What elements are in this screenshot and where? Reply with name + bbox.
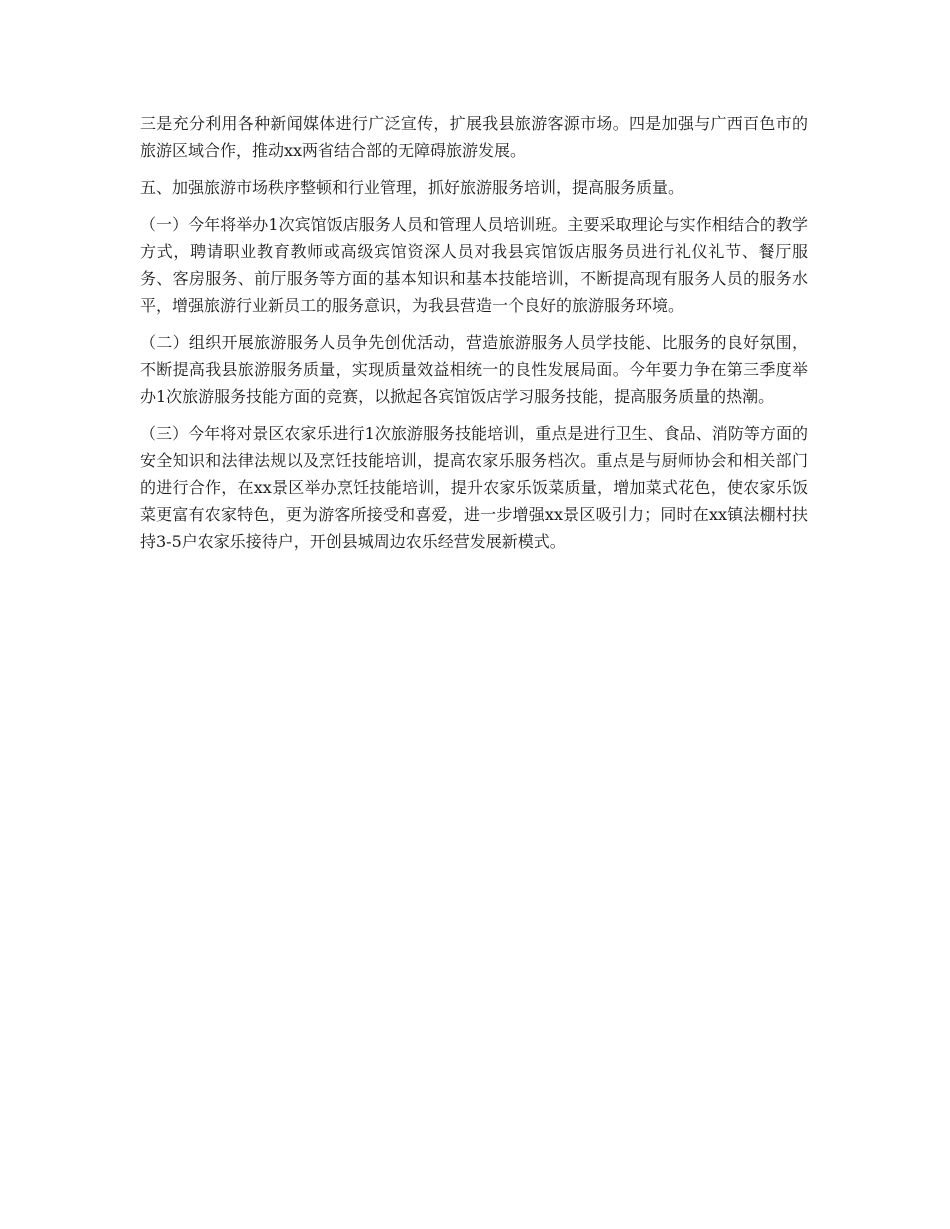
paragraph-item-3: （三）今年将对景区农家乐进行1次旅游服务技能培训，重点是进行卫生、食品、消防等方面的安全知识和法律法规以及烹饪技能培训，提高农家乐服务档次。重点是与厨师协会和相关部门的进行合作，在xx景区举办烹饪技能培训，提升农家乐饭菜质量，增加菜式花色，使农家乐饭菜更富有农家特色，更为游客所接受和喜爱，进一步增强xx景区吸引力；同时在xx镇法棚村扶持3-5户农家乐接待户，开创县城周边农乐经营发展新模式。 — [140, 424, 808, 551]
paragraph-item-1: （一）今年将举办1次宾馆饭店服务人员和管理人员培训班。主要采取理论与实作相结合的教学方式，聘请职业教育教师或高级宾馆资深人员对我县宾馆饭店服务员进行礼仪礼节、餐厅服务、客房服务、前厅服务等方面的基本知识和基本技能培训，不断提高现有服务人员的服务水平，增强旅游行业新员工的服务意识，为我县营造一个良好的旅游服务环境。 — [140, 215, 808, 315]
paragraph-item-2: （二）组织开展旅游服务人员争先创优活动，营造旅游服务人员学技能、比服务的良好氛围，不断提高我县旅游服务质量，实现质量效益相统一的良性发展局面。今年要力争在第三季度举办1次旅游服务技能方面的竞赛，以掀起各宾馆饭店学习服务技能，提高服务质量的热潮。 — [140, 333, 808, 406]
section-heading-five: 五、加强旅游市场秩序整顿和行业管理，抓好旅游服务培训，提高服务质量。 — [140, 178, 685, 197]
paragraph-promotion: 三是充分利用各种新闻媒体进行广泛宣传，扩展我县旅游客源市场。四是加强与广西百色市的旅游区域合作，推动xx两省结合部的无障碍旅游发展。 — [140, 114, 808, 160]
document-body — [140, 110, 808, 565]
